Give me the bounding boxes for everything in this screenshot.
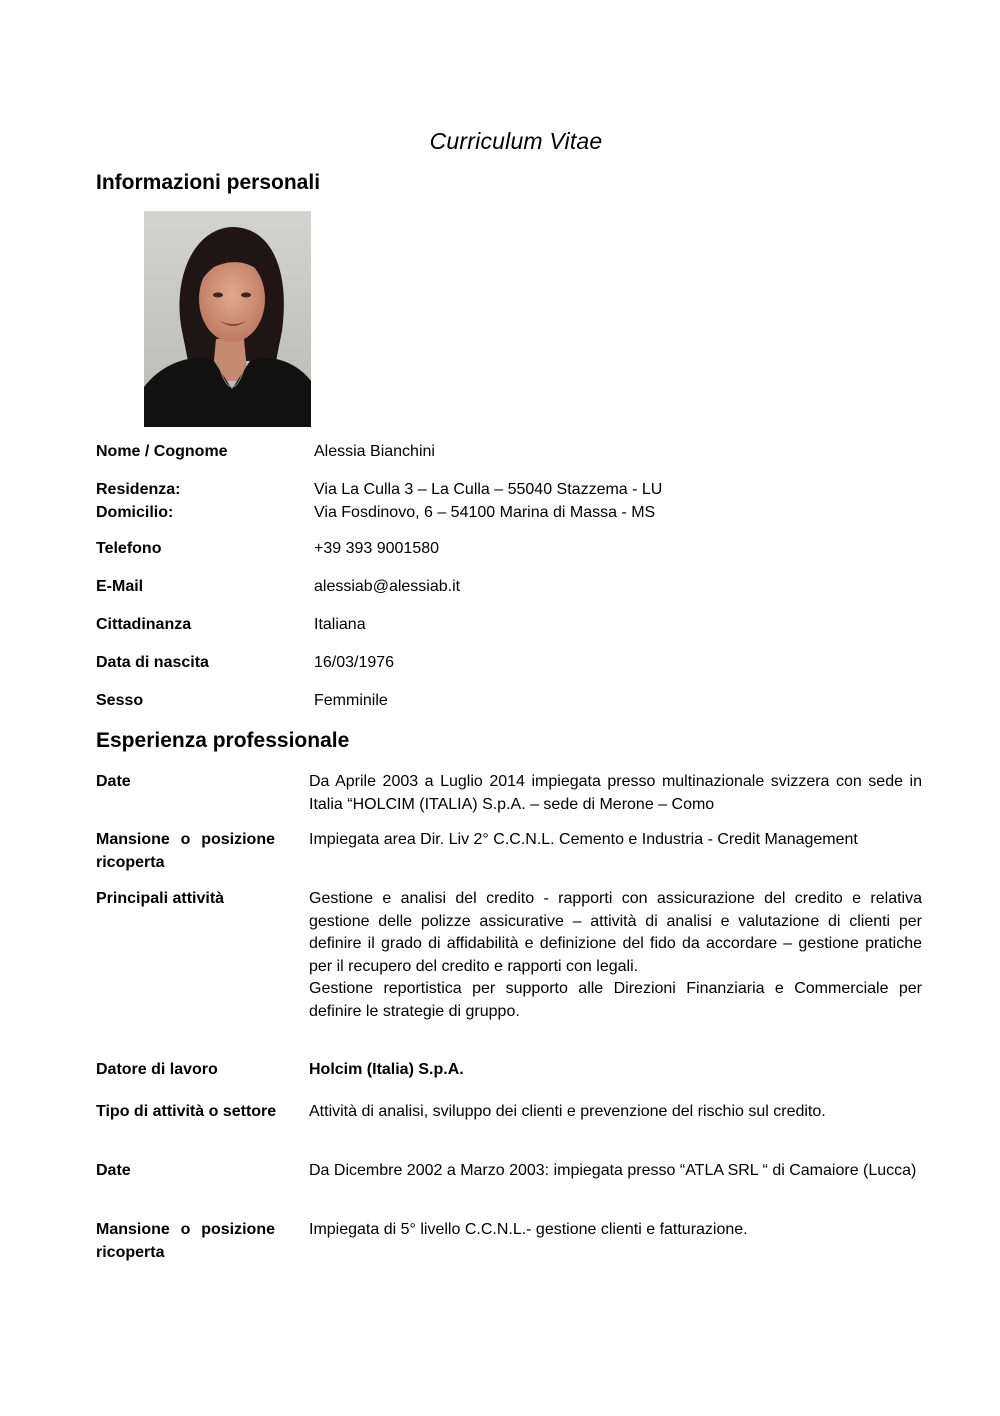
- experience-heading: Esperienza professionale: [96, 729, 350, 752]
- activities-label: Principali attività: [96, 890, 225, 907]
- field-value: Alessia Bianchini: [314, 443, 435, 460]
- employer-value: Holcim (Italia) S.p.A.: [309, 1061, 464, 1078]
- activities-value: [309, 888, 922, 1023]
- activities-paragraph-1: Gestione e analisi del credito - rapporti con assicurazione del credito e relativa gestione delle polizze assicurative – attività di analisi e valutazione di clienti per definire il grado di affidabilità e definizione del fido da accordare – gestione pratiche per il recupero del credito e rapporti con legali.: [309, 890, 922, 975]
- role-label-line-2: ricoperta: [96, 853, 165, 871]
- activities-paragraph-2: Gestione reportistica per supporto alle Direzioni Finanziaria e Commerciale per definire le strategie di gruppo.: [309, 980, 922, 1020]
- date-label: Date: [96, 773, 131, 790]
- role-value: Impiegata di 5° livello C.C.N.L.- gestione clienti e fatturazione.: [309, 1221, 748, 1238]
- employer-label: Datore di lavoro: [96, 1061, 218, 1078]
- field-label: Telefono: [96, 540, 162, 557]
- field-label: Residenza:: [96, 481, 181, 498]
- field-label: Nome / Cognome: [96, 443, 228, 460]
- date-label: Date: [96, 1162, 131, 1179]
- job-1-activities-row: [96, 888, 924, 1024]
- field-value: Via La Culla 3 – La Culla – 55040 Stazzema - LU: [314, 481, 663, 498]
- document-title: Curriculum Vitae: [429, 128, 603, 154]
- field-label: Domicilio:: [96, 504, 174, 521]
- role-label-line-2: ricoperta: [96, 1243, 165, 1261]
- field-value: +39 393 9001580: [314, 540, 440, 557]
- sector-label: Tipo di attività o settore: [96, 1103, 277, 1120]
- field-value: alessiab@alessiab.it: [314, 578, 461, 595]
- job-2-date-row: [96, 1160, 924, 1206]
- personal-info-heading: Informazioni personali: [96, 171, 321, 194]
- field-value: Femminile: [314, 692, 388, 709]
- field-value: Via Fosdinovo, 6 – 54100 Marina di Massa - MS: [314, 504, 656, 521]
- role-label-line-1: Mansione o posizione: [96, 1221, 275, 1238]
- role-label: [96, 1219, 275, 1264]
- field-value: Italiana: [314, 616, 366, 633]
- date-value: Da Dicembre 2002 a Marzo 2003: impiegata presso “ATLA SRL “ di Camaiore (Lucca): [309, 1162, 917, 1179]
- job-2-role-row: [96, 1219, 924, 1265]
- job-1-date-row: [96, 771, 924, 817]
- field-label: Sesso: [96, 692, 144, 709]
- field-label: Cittadinanza: [96, 616, 192, 633]
- role-label: [96, 829, 275, 874]
- role-label-line-1: Mansione o posizione: [96, 831, 275, 848]
- role-value: Impiegata area Dir. Liv 2° C.C.N.L. Cemento e Industria - Credit Management: [309, 831, 858, 848]
- field-label: Data di nascita: [96, 654, 209, 671]
- field-value: 16/03/1976: [314, 654, 395, 671]
- profile-photo: [144, 211, 311, 427]
- job-1-role-row: [96, 829, 924, 875]
- date-value: Da Aprile 2003 a Luglio 2014 impiegata presso multinazionale svizzera con sede in Italia “HOLCIM (ITALIA) S.p.A. – sede di Merone – Como: [309, 773, 922, 813]
- sector-value: Attività di analisi, sviluppo dei clienti e prevenzione del rischio sul credito.: [309, 1103, 826, 1120]
- field-label: E-Mail: [96, 578, 144, 595]
- portrait-image: [144, 211, 311, 427]
